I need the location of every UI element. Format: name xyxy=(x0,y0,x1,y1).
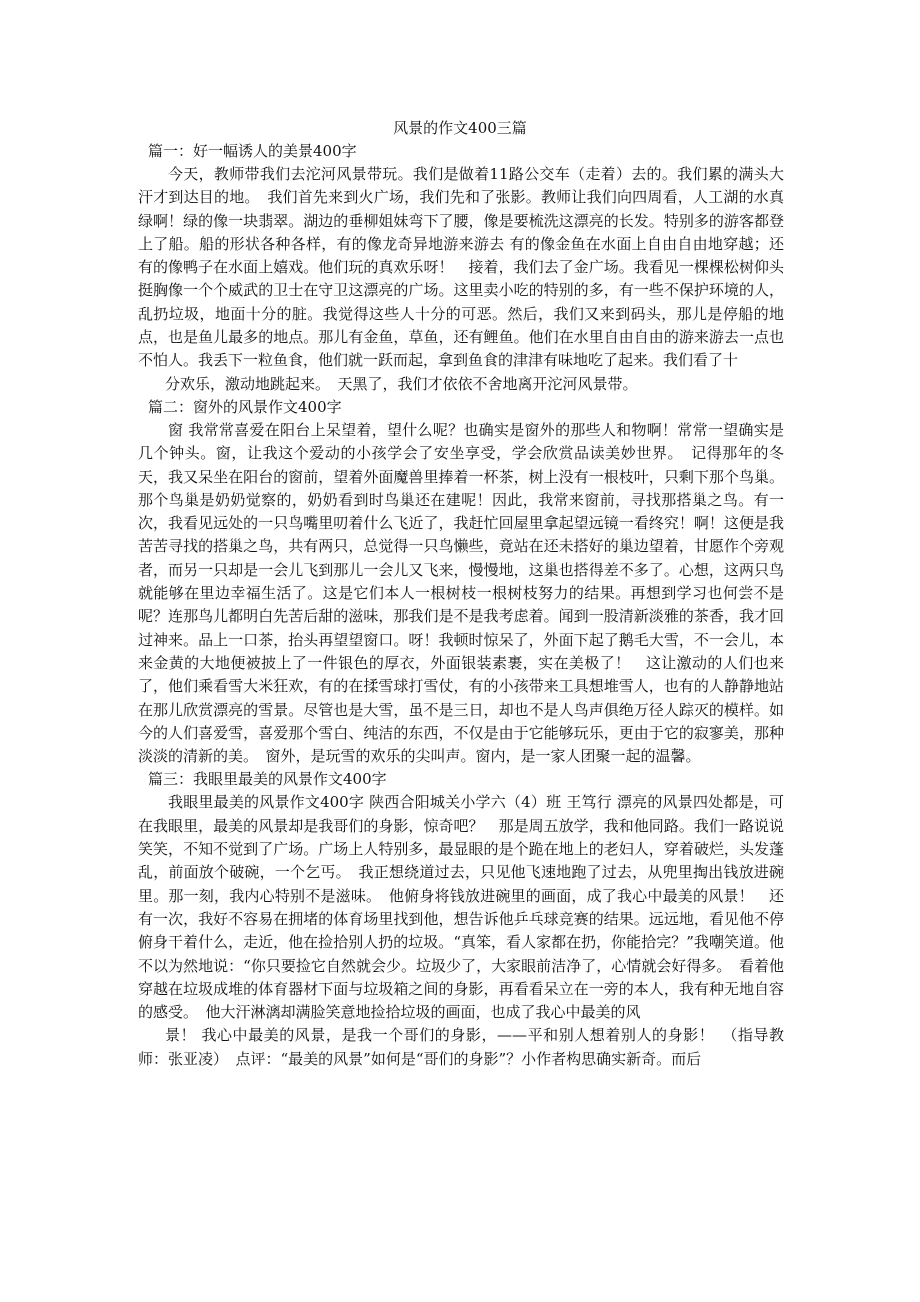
section-heading: 篇三：我眼里最美的风景作文400字 xyxy=(148,770,387,789)
section-paragraph: 窗 我常常喜爱在阳台上呆望着，望什么呢？也确实是窗外的那些人和物啊！常常一望确实是几个钟头。窗，让我这个爱动的小孩学会了安坐享受，学会欣赏品读美妙世界。 记得那年的冬天，我又呆坐在阳台的窗前，望着外面魔兽里捧着一杯茶，树上没有一根枝叶，只剩下那个鸟巢。那个鸟巢是奶奶觉察的，奶奶看到时鸟巢还在建呢！因此，我常来窗前，寻找那搭巢之鸟。有一次，我看见远处的一只鸟嘴里叨着什么飞近了，我赶忙回屋里拿起望远镜一看终究！啊！这便是我苦苦寻找的搭巢之鸟，共有两只，总觉得一只鸟懒些，竟站在还未搭好的巢边望着，甘愿作个旁观者，而另一只却是一会儿飞到那儿一会儿又飞来，慢慢地，这巢也搭得差不多了。心想，这两只鸟就能够在里边幸福生活了。这是它们本人一根树枝一根树枝努力的结果。再想到学习也何尝不是呢？连那鸟儿都明白先苦后甜的滋味，那我们是不是我考虑着。闻到一股清新淡雅的茶香，我才回过神来。品上一口茶，抬头再望望窗口。呀！我顿时惊呆了，外面下起了鹅毛大雪，不一会儿，本来金黄的大地便被披上了一件银色的厚衣，外面银装素裹，实在美极了！ 这让激动的人们也来了，他们乘看雪大米狂欢，有的在揉雪球打雪仗，有的小孩带来工具想堆雪人，也有的人静静地站在那儿欣赏漂亮的雪景。尽管也是大雪，虽不是三日，却也不是人鸟声俱绝万径人踪灭的模样。如今的人们喜爱雪，喜爱那个雪白、纯洁的东西，不仅是由于它能够玩乐，更由于它的寂寥美，那种淡淡的清新的美。 窗外，是玩雪的欢乐的尖叫声。窗内，是一家人团聚一起的温馨。 xyxy=(138,420,784,766)
section-paragraph: 我眼里最美的风景作文400字 陕西合阳城关小学六（4）班 王笃行 漂亮的风景四处都是，可在我眼里，最美的风景却是我哥们的身影，惊奇吧？ 那是周五放学，我和他同路。我们一路说说笑笑，不知不觉到了广场。广场上人特别多，最显眼的是个跪在地上的老妇人，穿着破烂，头发蓬乱，前面放个破碗，一个乞丐。 我正想绕道过去，只见他飞速地跑了过去，从兜里掏出钱放进碗里。那一刻，我内心特别不是滋味。 他俯身将钱放进碗里的画面，成了我心中最美的风景！ 还有一次，我好不容易在拥堵的体育场里找到他，想告诉他乒乓球竞赛的结果。远远地，看见他不停俯身干着什么，走近，他在捡拾别人扔的垃圾。“真笨，看人家都在扔，你能拾完？”我嘲笑道。他不以为然地说：“你只要捡它自然就会少。垃圾少了，大家眼前洁净了，心情就会好得多。 看着他穿越在垃圾成堆的体育器材下面与垃圾箱之间的身影，再看看呆立在一旁的本人，我有种无地自容的感受。 他大汗淋漓却满脸笑意地捡拾垃圾的画面，也成了我心中最美的风 xyxy=(138,793,784,1022)
section-2 xyxy=(138,396,784,768)
section-1 xyxy=(138,140,784,396)
section-heading: 篇二：窗外的风景作文400字 xyxy=(148,397,342,416)
section-paragraph: 景！ 我心中最美的风景，是我一个哥们的身影，——平和别人想着别人的身影！ （指导教师：张亚凌） 点评：“最美的风景”如何是“哥们的身影”？小作者构思确实新奇。而后 xyxy=(138,1026,784,1068)
section-heading: 篇一：好一幅诱人的美景400字 xyxy=(148,142,357,160)
document-title: 风景的作文400三篇 xyxy=(393,119,527,137)
section-paragraph: 分欢乐，激动地跳起来。 天黑了，我们才依依不舍地离开沱河风景带。 xyxy=(165,374,638,393)
section-paragraph: 今天，教师带我们去沱河风景带玩。我们是做着11路公交车（走着）去的。我们累的满头大汗才到达目的地。 我们首先来到火广场，我们先和了张影。教师让我们向四周看，人工湖的水真绿啊！绿的像一块翡翠。湖边的垂柳姐妹弯下了腰，像是要梳洗这漂亮的长发。特别多的游客都登上了船。船的形状各种各样，有的像龙奇异地游来游去 有的像金鱼在水面上自由自由地穿越；还有的像鸭子在水面上嬉戏。他们玩的真欢乐呀！ 接着，我们去了金广场。我看见一棵棵松树仰头挺胸像一个个威武的卫士在守卫这漂亮的广场。这里卖小吃的特别的多，有一些不保护环境的人，乱扔垃圾，地面十分的脏。我觉得这些人十分的可恶。然后，我们又来到码头，那儿是停船的地点，也是鱼儿最多的地点。那儿有金鱼，草鱼，还有鲤鱼。他们在水里自由自由的游来游去一点也不怕人。我丢下一粒鱼食，他们就一跃而起，拿到鱼食的津津有味地吃了起来。我们看了十 xyxy=(138,165,784,370)
section-3 xyxy=(138,768,784,1071)
document-body xyxy=(138,140,784,1071)
